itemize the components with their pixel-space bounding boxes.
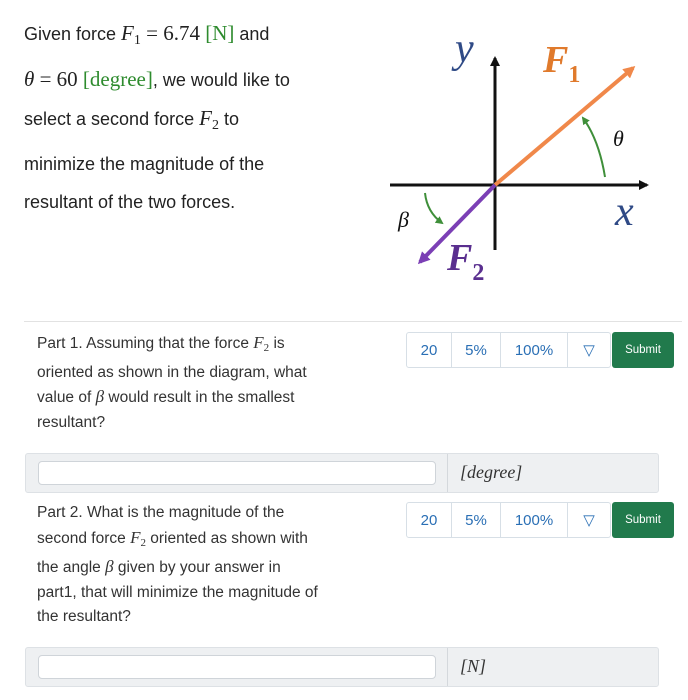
force-diagram (385, 22, 665, 292)
problem-statement (24, 14, 364, 221)
part2-control-100pct[interactable]: 100% (501, 502, 568, 538)
part1-controls (406, 332, 674, 368)
unit-degree: [degree] (82, 67, 153, 91)
f2-label: $F_2$ (447, 237, 485, 286)
f1-symbol: $F_1$ (121, 21, 141, 48)
part2-dropdown-icon[interactable]: ▽ (568, 502, 611, 538)
beta-arc (425, 193, 442, 223)
divider (447, 648, 448, 686)
theta-label: θ (613, 126, 624, 151)
part1-control-20[interactable]: 20 (406, 332, 452, 368)
part2-answer-bar (25, 647, 659, 687)
part1-answer-unit: [degree] (460, 462, 523, 482)
y-axis-label: y (455, 26, 474, 72)
beta-label: β (398, 207, 409, 232)
theta-symbol: θ (24, 67, 35, 91)
part2-controls (406, 502, 674, 538)
part1-answer-input[interactable] (38, 461, 436, 485)
part2-control-5pct[interactable]: 5% (452, 502, 501, 538)
divider (447, 454, 448, 492)
separator (24, 321, 682, 322)
intro-line-5: resultant of the two forces. (24, 192, 236, 212)
part2-question: Part 2. What is the magnitude of the second force F2 oriented as shown with the angle β given by your answer in part1, that will minimize the magnitude of the resultant? (37, 504, 318, 625)
part2-submit-button[interactable]: Submit (612, 502, 674, 538)
intro-line-3: select a second force $F_2$ to (24, 106, 239, 133)
theta-arc (583, 118, 605, 177)
part1-submit-button[interactable]: Submit (612, 332, 674, 368)
part1-question: Part 1. Assuming that the force F2 is oriented as shown in the diagram, what value of β would result in the smallest resultant? (37, 333, 307, 431)
intro-line-1: Given force $F_1 = 6.74$ [N] and (24, 21, 270, 48)
part1-dropdown-icon[interactable]: ▽ (568, 332, 611, 368)
unit-newton: [N] (205, 21, 235, 45)
part2-answer-unit: [N] (460, 656, 487, 676)
part2-control-20[interactable]: 20 (406, 502, 452, 538)
intro-line-4: minimize the magnitude of the (24, 154, 265, 174)
part1-answer-bar (25, 453, 659, 493)
part2-answer-input[interactable] (38, 655, 436, 679)
f2-symbol: $F_2$ (199, 106, 219, 133)
x-axis-label: x (615, 189, 634, 235)
intro-line-2: θ = 60 [degree], we would like to (24, 67, 290, 91)
part1-control-100pct[interactable]: 100% (501, 332, 568, 368)
f1-label: $F_1$ (543, 39, 581, 88)
part1-control-5pct[interactable]: 5% (452, 332, 501, 368)
